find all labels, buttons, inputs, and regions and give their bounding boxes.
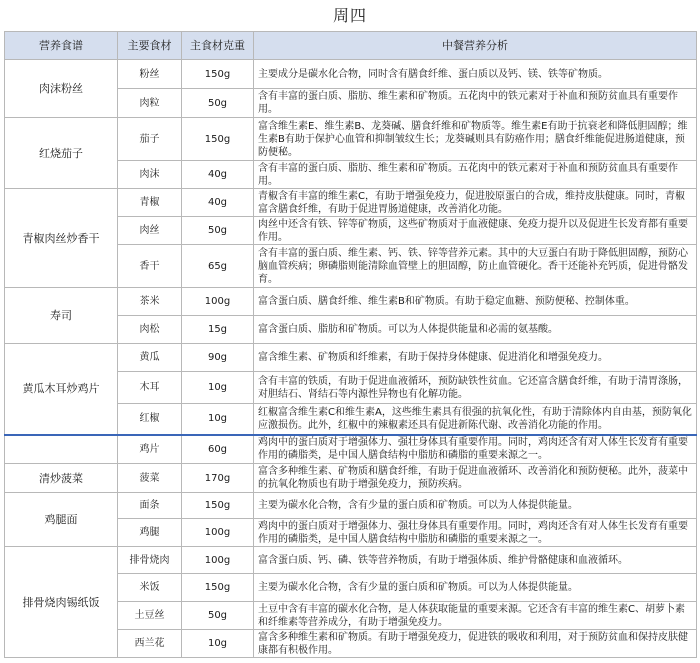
analysis-cell: 鸡肉中的蛋白质对于增强体力、强壮身体具有重要作用。同时，鸡肉还含有对人体生长发育有重要作用的磷脂类，是中国人膳食结构中脂肪和磷脂的重要来源之一。 bbox=[254, 435, 697, 464]
weight-cell: 100g bbox=[182, 547, 254, 574]
ingredient-cell: 排骨烧肉 bbox=[118, 547, 182, 574]
ingredient-cell: 木耳 bbox=[118, 372, 182, 404]
ingredient-cell: 肉丝 bbox=[118, 217, 182, 245]
dish-name: 鸡腿面 bbox=[5, 493, 118, 547]
ingredient-cell: 茶米 bbox=[118, 288, 182, 316]
weight-cell: 90g bbox=[182, 344, 254, 372]
analysis-cell: 含有丰富的蛋白质、脂肪、维生素和矿物质。五花肉中的铁元素对于补血和预防贫血具有重要作用。 bbox=[254, 89, 697, 118]
ingredient-cell: 米饭 bbox=[118, 574, 182, 602]
analysis-cell: 土豆中含有丰富的碳水化合物，是人体获取能量的重要来源。它还含有丰富的维生素C、胡萝卜素和纤维素等营养成分，有助于增强免疫力。 bbox=[254, 602, 697, 630]
table-row bbox=[5, 435, 697, 464]
dish-name: 青椒肉丝炒香干 bbox=[5, 189, 118, 288]
analysis-cell: 富含维生素E、维生素B、龙葵碱、膳食纤维和矿物质等。维生素E有助于抗衰老和降低胆固醇；维生素B有助于保护心血管和抑制皱纹生长；龙葵碱则具有防癌作用；膳食纤维能促进肠道健康，预防便秘。 bbox=[254, 118, 697, 161]
ingredient-cell: 粉丝 bbox=[118, 60, 182, 89]
weight-cell: 50g bbox=[182, 89, 254, 118]
ingredient-cell: 肉粒 bbox=[118, 89, 182, 118]
ingredient-cell: 黄瓜 bbox=[118, 344, 182, 372]
ingredient-cell: 面条 bbox=[118, 493, 182, 519]
weight-cell: 10g bbox=[182, 630, 254, 658]
weight-cell: 170g bbox=[182, 464, 254, 493]
dish-name: 黄瓜木耳炒鸡片 bbox=[5, 344, 118, 435]
ingredient-cell: 鸡腿 bbox=[118, 519, 182, 547]
table-row bbox=[5, 189, 697, 217]
analysis-cell: 主要为碳水化合物，含有少量的蛋白质和矿物质。可以为人体提供能量。 bbox=[254, 493, 697, 519]
ingredient-cell: 红椒 bbox=[118, 404, 182, 435]
header-analysis: 中餐营养分析 bbox=[254, 32, 697, 60]
analysis-cell: 富含蛋白质、膳食纤维、维生素B和矿物质。有助于稳定血糖、预防便秘、控制体重。 bbox=[254, 288, 697, 316]
page-title: 周四 bbox=[332, 6, 367, 25]
dish-name: 排骨烧肉锡纸饭 bbox=[5, 547, 118, 658]
table-row bbox=[5, 288, 697, 316]
analysis-cell: 主要成分是碳水化合物，同时含有膳食纤维、蛋白质以及钙、镁、铁等矿物质。 bbox=[254, 60, 697, 89]
weight-cell: 10g bbox=[182, 404, 254, 435]
ingredient-cell: 西兰花 bbox=[118, 630, 182, 658]
weight-cell: 40g bbox=[182, 161, 254, 189]
ingredient-cell: 土豆丝 bbox=[118, 602, 182, 630]
analysis-cell: 红椒富含维生素C和维生素A，这些维生素具有很强的抗氧化性，有助于清除体内自由基，预防氧化应激损伤。此外，红椒中的辣椒素还具有促进新陈代谢、改善消化功能的作用。 bbox=[254, 404, 697, 435]
table-row bbox=[5, 493, 697, 519]
table-header-row bbox=[5, 32, 697, 60]
analysis-cell: 富含蛋白质、钙、磷、铁等营养物质，有助于增强体质、维护骨骼健康和血液循环。 bbox=[254, 547, 697, 574]
weight-cell: 10g bbox=[182, 372, 254, 404]
weight-cell: 150g bbox=[182, 493, 254, 519]
weight-cell: 40g bbox=[182, 189, 254, 217]
dish-name: 寿司 bbox=[5, 288, 118, 344]
table-row bbox=[5, 464, 697, 493]
table-row bbox=[5, 344, 697, 372]
analysis-cell: 主要为碳水化合物，含有少量的蛋白质和矿物质。可以为人体提供能量。 bbox=[254, 574, 697, 602]
analysis-cell: 含有丰富的铁质，有助于促进血液循环，预防缺铁性贫血。它还富含膳食纤维，有助于清胃涤肠，对胆结石、肾结石等内源性异物也有化解功能。 bbox=[254, 372, 697, 404]
weight-cell: 65g bbox=[182, 245, 254, 288]
ingredient-cell: 菠菜 bbox=[118, 464, 182, 493]
table-row bbox=[5, 118, 697, 161]
weight-cell: 150g bbox=[182, 118, 254, 161]
analysis-cell: 青椒含有丰富的维生素C，有助于增强免疫力，促进胶原蛋白的合成，维持皮肤健康。同时，青椒富含膳食纤维，有助于促进胃肠道健康，改善消化功能。 bbox=[254, 189, 697, 217]
ingredient-cell: 香干 bbox=[118, 245, 182, 288]
weight-cell: 100g bbox=[182, 519, 254, 547]
dish-name: 清炒菠菜 bbox=[5, 464, 118, 493]
header-recipe: 营养食谱 bbox=[5, 32, 118, 60]
table-row bbox=[5, 60, 697, 89]
ingredient-cell: 肉沫 bbox=[118, 161, 182, 189]
dish-name: 肉沫粉丝 bbox=[5, 60, 118, 118]
analysis-cell: 富含维生素、矿物质和纤维素，有助于保持身体健康、促进消化和增强免疫力。 bbox=[254, 344, 697, 372]
analysis-cell: 含有丰富的蛋白质、脂肪、维生素和矿物质。五花肉中的铁元素对于补血和预防贫血具有重要作用。 bbox=[254, 161, 697, 189]
nutrition-table bbox=[4, 31, 697, 658]
analysis-cell: 鸡肉中的蛋白质对于增强体力、强壮身体具有重要作用。同时，鸡肉还含有对人体生长发育有重要作用的磷脂类，是中国人膳食结构中脂肪和磷脂的重要来源之一。 bbox=[254, 519, 697, 547]
ingredient-cell: 青椒 bbox=[118, 189, 182, 217]
dish-name-empty bbox=[5, 435, 118, 464]
analysis-cell: 富含多种维生素、矿物质和膳食纤维，有助于促进血液循环、改善消化和预防便秘。此外，菠菜中的抗氧化物质也有助于增强免疫力，预防疾病。 bbox=[254, 464, 697, 493]
header-weight: 主食材克重 bbox=[182, 32, 254, 60]
analysis-cell: 富含蛋白质、脂肪和矿物质。可以为人体提供能量和必需的氨基酸。 bbox=[254, 316, 697, 344]
ingredient-cell: 茄子 bbox=[118, 118, 182, 161]
weight-cell: 50g bbox=[182, 217, 254, 245]
analysis-cell: 富含多种维生素和矿物质。有助于增强免疫力，促进铁的吸收和利用，对于预防贫血和保持皮肤健康都有积极作用。 bbox=[254, 630, 697, 658]
analysis-cell: 肉丝中还含有铁、锌等矿物质，这些矿物质对于血液健康、免疫力提升以及促进生长发育都有重要作用。 bbox=[254, 217, 697, 245]
weight-cell: 50g bbox=[182, 602, 254, 630]
weight-cell: 100g bbox=[182, 288, 254, 316]
weight-cell: 60g bbox=[182, 435, 254, 464]
ingredient-cell: 肉松 bbox=[118, 316, 182, 344]
analysis-cell: 含有丰富的蛋白质、维生素、钙、铁、锌等营养元素。其中的大豆蛋白有助于降低胆固醇，预防心脑血管疾病；卵磷脂则能清除血管壁上的胆固醇，防止血管硬化。香干还能补充钙质，促进骨骼发育。 bbox=[254, 245, 697, 288]
weight-cell: 150g bbox=[182, 60, 254, 89]
header-ingredient: 主要食材 bbox=[118, 32, 182, 60]
weight-cell: 150g bbox=[182, 574, 254, 602]
weight-cell: 15g bbox=[182, 316, 254, 344]
dish-name: 红烧茄子 bbox=[5, 118, 118, 189]
table-row bbox=[5, 547, 697, 574]
ingredient-cell: 鸡片 bbox=[118, 435, 182, 464]
